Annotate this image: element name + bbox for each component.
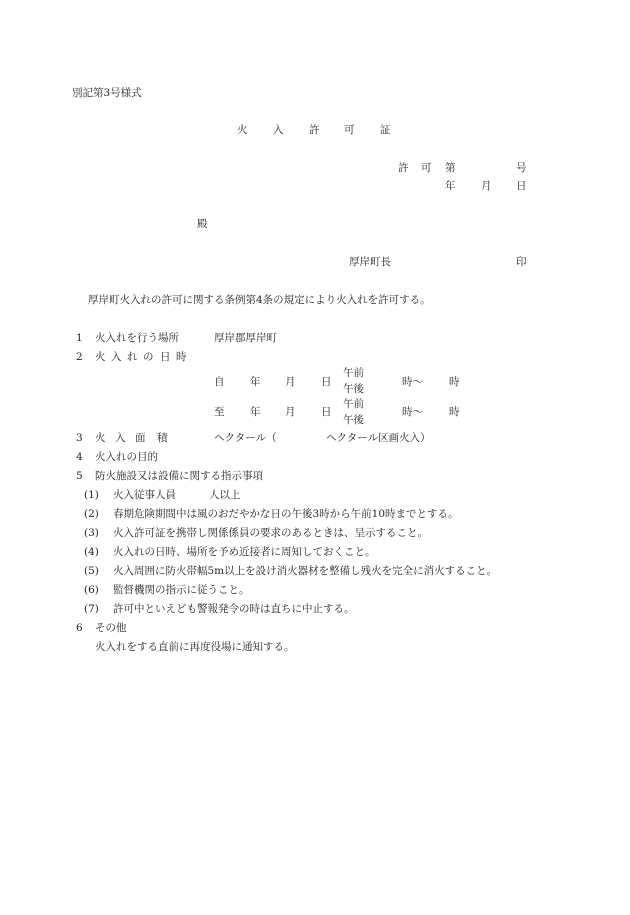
item-1-no: 1 [76,332,83,344]
list-item-no: (6) [84,584,99,596]
list-item-suffix: 人以上 [209,489,241,501]
from-hour-to: 時 [449,376,460,388]
to-month: 月 [285,406,296,418]
from-day: 日 [321,376,332,388]
item-3-label-char: 積 [157,432,168,444]
list-item-text: 火入れの日時、場所を予め近接者に周知しておくこと。 [113,546,376,558]
item-6-no: 6 [76,622,83,634]
to-hour-to: 時 [449,406,460,418]
issuer-seal: 印 [516,256,527,268]
item-2-label-char: れ [127,351,138,363]
list-item-no: (7) [84,603,99,615]
item-2-no: 2 [76,351,83,363]
date-month: 月 [481,180,492,192]
to-pm: 午後 [343,414,364,426]
item-3-unit: ヘクタール（ [214,432,277,444]
list-item-text: 火入従事人員 [113,489,176,501]
from-hour-from: 時〜 [402,376,423,388]
to-am: 午前 [343,398,364,410]
list-item-text: 火入許可証を携帯し関係係員の要求のあるときは、呈示すること。 [113,527,428,539]
item-2-label-char: 入 [111,351,122,363]
item-6-label: その他 [95,622,127,634]
item-3-label-char: 入 [115,432,126,444]
list-item-no: (5) [84,565,99,577]
to-label: 至 [214,406,225,418]
permit-dai: 第 [445,162,456,174]
from-month: 月 [285,376,296,388]
item-6-text: 火入れをする直前に再度役場に通知する。 [95,641,295,653]
item-3-label-char: 面 [135,432,146,444]
item-2-label-char: の [143,351,154,363]
title-char: 可 [344,124,355,136]
list-item-text: 火入周囲に防火帯幅5m以上を設け消火器材を整備し残火を完全に消火すること。 [113,565,498,577]
intro-text: 厚岸町火入れの許可に関する条例第4条の規定により火入れを許可する。 [88,294,431,306]
issuer-title: 厚岸町長 [349,256,391,268]
list-item-no: (1) [84,489,99,501]
date-day: 日 [516,180,527,192]
to-hour-from: 時〜 [402,406,423,418]
item-1-value: 厚岸郡厚岸町 [214,332,277,344]
permit-label-kyo: 許 [398,162,409,174]
list-item-text: 春期危険期間中は風のおだやかな日の午後3時から午前10時までとする。 [113,508,459,520]
permit-go: 号 [516,162,527,174]
item-5-label: 防火施設又は設備に関する指示事項 [95,470,263,482]
from-year: 年 [250,376,261,388]
item-3-label-char: 火 [95,432,106,444]
title-char: 許 [309,124,320,136]
list-item-text: 監督機関の指示に従うこと。 [113,584,250,596]
list-item-no: (3) [84,527,99,539]
title-char: 入 [273,124,284,136]
form-number: 別記第3号様式 [72,87,142,99]
from-label: 自 [214,376,225,388]
title-char: 証 [380,124,391,136]
list-item-text: 許可中といえども警報発令の時は直ちに中止する。 [113,603,355,615]
from-am: 午前 [343,367,364,379]
from-pm: 午後 [343,383,364,395]
item-2-label-char: 時 [176,351,187,363]
date-year: 年 [445,180,456,192]
list-item-no: (4) [84,546,99,558]
list-item-no: (2) [84,508,99,520]
item-2-label-char: 日 [160,351,171,363]
item-5-no: 5 [76,470,83,482]
item-2-label-char: 火 [95,351,106,363]
to-day: 日 [321,406,332,418]
item-1-label: 火入れを行う場所 [95,332,179,344]
item-3-unit2: ヘクタール区画火入） [326,432,431,444]
item-4-no: 4 [76,451,83,463]
to-year: 年 [250,406,261,418]
title-char: 火 [237,124,248,136]
item-3-no: 3 [76,432,83,444]
recipient-dono: 殿 [197,218,208,230]
permit-label-ka: 可 [421,162,432,174]
item-4-label: 火入れの目的 [95,451,158,463]
